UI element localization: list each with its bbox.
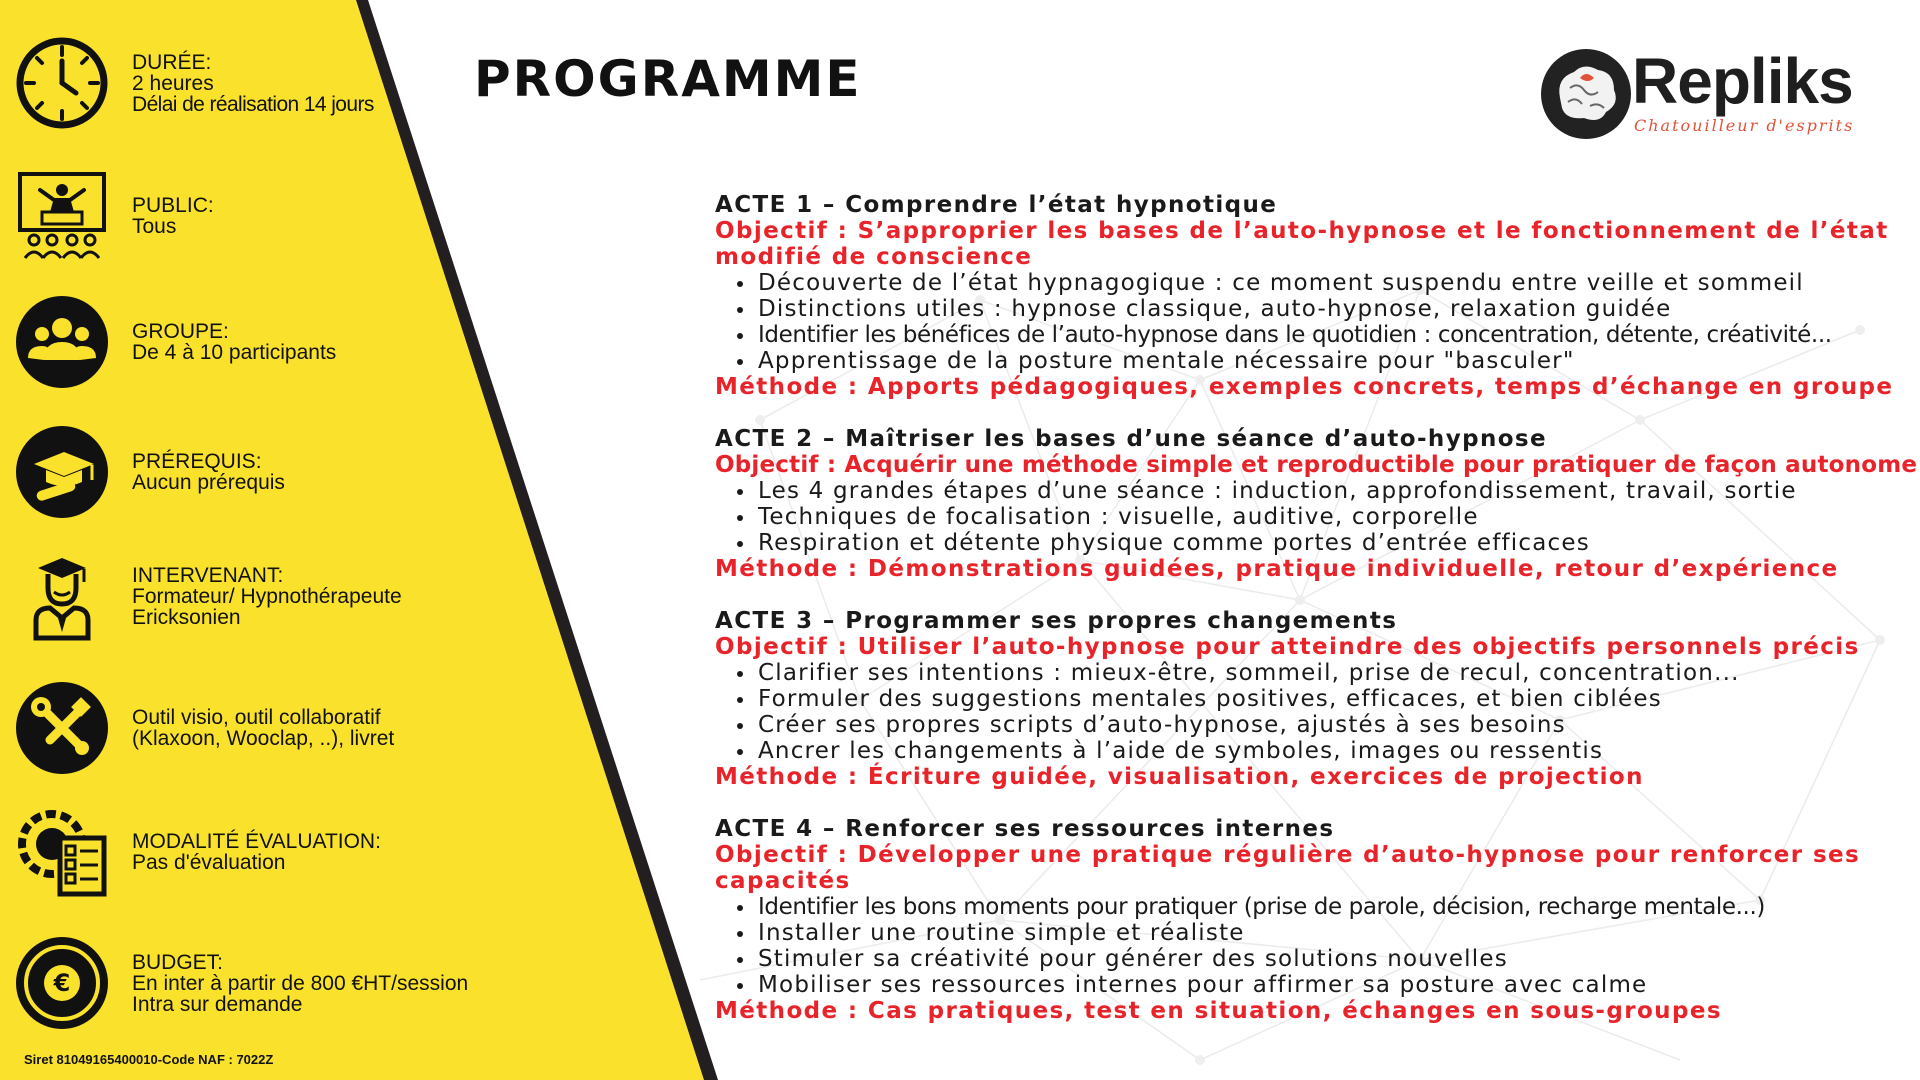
acte-2 xyxy=(715,426,1920,582)
public-label: PUBLIC: xyxy=(132,194,214,217)
acte-bullet-list xyxy=(715,894,1920,998)
bullet-item: Mobiliser ses ressources internes pour affirmer sa posture avec calme xyxy=(735,972,1920,998)
bullet-item: Identifier les bénéfices de l’auto-hypnose dans le quotidien : concentration, détente, créativité... xyxy=(735,322,1920,348)
acte-objectif: Objectif : Acquérir une méthode simple et reproductible pour pratiquer de façon autonome xyxy=(715,452,1918,478)
budget-text xyxy=(132,952,468,1015)
outils-text xyxy=(132,707,394,749)
sidebar-item-prerequis xyxy=(14,424,534,520)
sidebar-item-duree xyxy=(14,35,534,131)
evaluation-label: MODALITÉ ÉVALUATION: xyxy=(132,830,381,853)
duree-text xyxy=(132,52,374,115)
bullet-item: Techniques de focalisation : visuelle, auditive, corporelle xyxy=(735,504,1920,530)
acte-bullet-list xyxy=(715,660,1920,764)
clock-icon xyxy=(14,35,110,131)
acte-1 xyxy=(715,192,1920,400)
acte-title: ACTE 4 – Renforcer ses ressources internes xyxy=(715,816,1335,842)
bullet-item: Les 4 grandes étapes d’une séance : induction, approfondissement, travail, sortie xyxy=(735,478,1920,504)
bullet-item: Distinctions utiles : hypnose classique, auto-hypnose, relaxation guidée xyxy=(735,296,1920,322)
bullet-item: Identifier les bons moments pour pratiquer (prise de parole, décision, recharge mentale...) xyxy=(735,894,1920,920)
acte-methode: Méthode : Écriture guidée, visualisation, exercices de projection xyxy=(715,764,1644,790)
acte-title: ACTE 2 – Maîtriser les bases d’une séance d’auto-hypnose xyxy=(715,426,1548,452)
group-people-icon xyxy=(14,294,110,390)
page-title: PROGRAMME xyxy=(474,50,862,108)
acte-title: ACTE 1 – Comprendre l’état hypnotique xyxy=(715,192,1278,218)
evaluation-checklist-icon xyxy=(14,804,110,900)
bullet-item: Formuler des suggestions mentales positives, efficaces, et bien ciblées xyxy=(735,686,1920,712)
intervenant-value-2: Ericksonien xyxy=(132,605,241,629)
intervenant-text xyxy=(132,565,402,628)
bullet-item: Installer une routine simple et réaliste xyxy=(735,920,1920,946)
tools-icon xyxy=(14,680,110,776)
sidebar-item-groupe xyxy=(14,294,534,390)
sidebar-item-outils xyxy=(14,680,534,776)
outils-line-2: (Klaxoon, Wooclap, ..), livret xyxy=(132,727,395,750)
intervenant-label: INTERVENANT: xyxy=(132,563,284,587)
groupe-value: De 4 à 10 participants xyxy=(132,341,337,364)
budget-value: En inter à partir de 800 €HT/session xyxy=(132,971,469,995)
siret-footer: Siret 81049165400010-Code NAF : 7022Z xyxy=(24,1052,274,1067)
acte-bullet-list xyxy=(715,270,1920,374)
bullet-item: Ancrer les changements à l’aide de symboles, images ou ressentis xyxy=(735,738,1920,764)
intervenant-value: Formateur/ Hypnothérapeute xyxy=(132,584,402,608)
prerequis-label: PRÉREQUIS: xyxy=(132,450,262,473)
bullet-item: Découverte de l’état hypnagogique : ce moment suspendu entre veille et sommeil xyxy=(735,270,1920,296)
repliks-logo xyxy=(1540,44,1880,144)
groupe-text xyxy=(132,321,336,363)
acte-methode: Méthode : Cas pratiques, test en situation, échanges en sous-groupes xyxy=(715,998,1722,1024)
public-value: Tous xyxy=(132,215,177,238)
sidebar-item-budget xyxy=(14,935,534,1031)
bullet-item: Créer ses propres scripts d’auto-hypnose, ajustés à ses besoins xyxy=(735,712,1920,738)
sidebar-item-intervenant xyxy=(14,548,534,644)
brain-logo-icon xyxy=(1540,48,1632,140)
evaluation-value: Pas d'évaluation xyxy=(132,851,286,874)
acte-objectif: Objectif : S’approprier les bases de l’auto-hypnose et le fonctionnement de l’état modifié de conscience xyxy=(715,218,1889,270)
bullet-item: Stimuler sa créativité pour générer des solutions nouvelles xyxy=(735,946,1920,972)
duree-delay: Délai de réalisation 14 jours xyxy=(132,92,374,116)
sidebar-item-evaluation xyxy=(14,804,534,900)
acte-objectif: Objectif : Développer une pratique régulière d’auto-hypnose pour renforcer ses capacités xyxy=(715,842,1861,894)
budget-label: BUDGET: xyxy=(132,950,224,974)
acte-4 xyxy=(715,816,1920,1024)
outils-line-1: Outil visio, outil collaboratif xyxy=(132,706,381,729)
duree-value: 2 heures xyxy=(132,71,214,95)
graduation-cap-diploma-icon xyxy=(14,424,110,520)
programme-content xyxy=(715,192,1920,1050)
euro-coin-icon xyxy=(14,935,110,1031)
acte-methode: Méthode : Apports pédagogiques, exemples concrets, temps d’échange en groupe xyxy=(715,374,1894,400)
svg-text:€: € xyxy=(53,969,71,997)
presentation-audience-icon xyxy=(14,168,110,264)
duree-label: DURÉE: xyxy=(132,50,212,74)
acte-objectif: Objectif : Utiliser l’auto-hypnose pour atteindre des objectifs personnels précis xyxy=(715,634,1860,660)
groupe-label: GROUPE: xyxy=(132,320,229,343)
teacher-graduate-icon xyxy=(14,548,110,644)
logo-tagline: Chatouilleur d'esprits xyxy=(1634,116,1855,135)
budget-value-2: Intra sur demande xyxy=(132,992,303,1016)
acte-methode: Méthode : Démonstrations guidées, pratique individuelle, retour d’expérience xyxy=(715,556,1839,582)
acte-bullet-list xyxy=(715,478,1920,556)
bullet-item: Clarifier ses intentions : mieux-être, sommeil, prise de recul, concentration... xyxy=(735,660,1920,686)
acte-3 xyxy=(715,608,1920,790)
acte-title: ACTE 3 – Programmer ses propres changements xyxy=(715,608,1398,634)
prerequis-text xyxy=(132,451,285,493)
public-text xyxy=(132,195,214,237)
bullet-item: Apprentissage de la posture mentale nécessaire pour "basculer" xyxy=(735,348,1920,374)
bullet-item: Respiration et détente physique comme portes d’entrée efficaces xyxy=(735,530,1920,556)
sidebar-item-public xyxy=(14,168,534,264)
evaluation-text xyxy=(132,831,381,873)
logo-name: Repliks xyxy=(1632,45,1853,117)
prerequis-value: Aucun prérequis xyxy=(132,471,285,494)
